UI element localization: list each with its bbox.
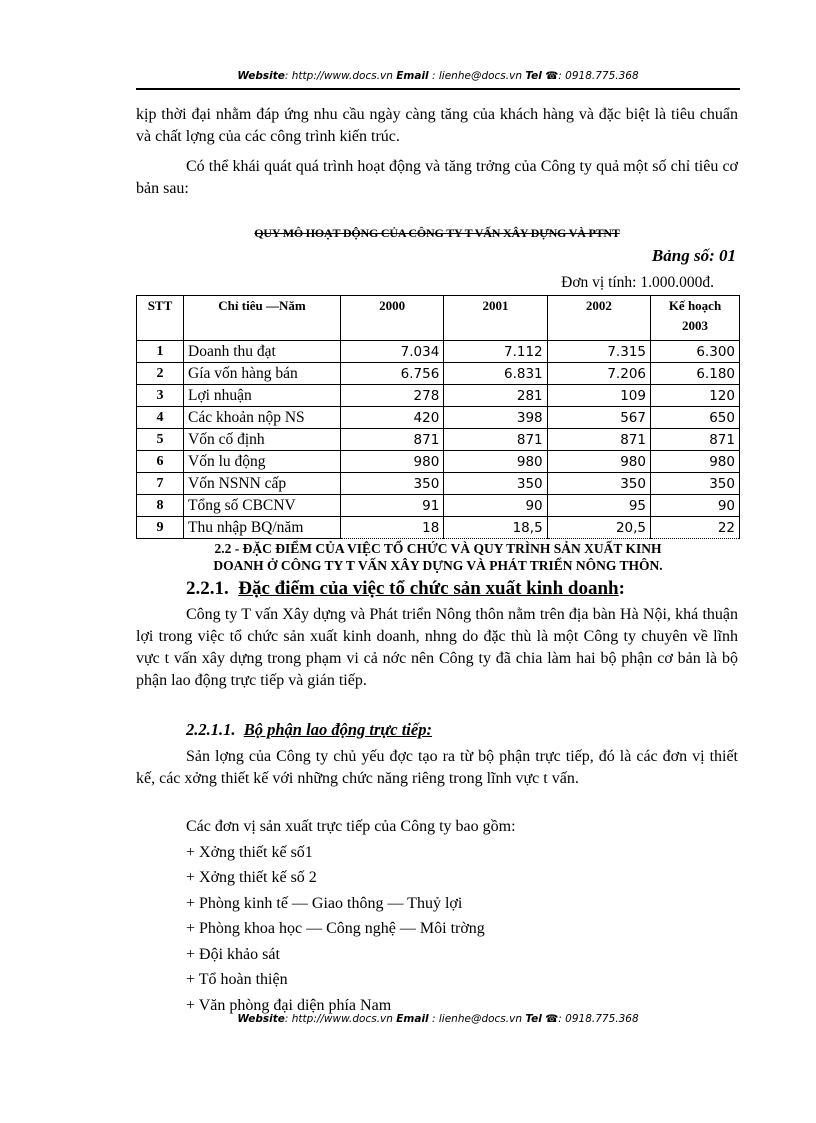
- row-indicator: Lợi nhuận: [184, 385, 341, 407]
- unit-list-intro: Các đơn vị sản xuất trực tiếp của Công ty bao gồm:: [186, 818, 516, 835]
- table-row: [137, 473, 740, 495]
- row-value-2000: 7.034: [341, 341, 444, 363]
- section-2-2-line-2: DOANH Ở CÔNG TY T VẤN XÂY DỰNG VÀ PHÁT TRIỂN NÔNG THÔN.: [213, 558, 663, 573]
- row-value-2003: 6.180: [651, 363, 740, 385]
- row-value-2002: 109: [547, 385, 650, 407]
- section-2-2-1-heading: [186, 578, 625, 600]
- phone-icon: ☎: [545, 70, 559, 82]
- row-stt: 7: [137, 473, 184, 495]
- row-value-2003: 22: [651, 517, 740, 539]
- row-value-2000: 18: [341, 517, 444, 539]
- row-value-2002: 350: [547, 473, 650, 495]
- row-value-2003: 120: [651, 385, 740, 407]
- list-item: + Phòng kinh tế — Giao thông — Thuỷ lợi: [186, 894, 463, 912]
- row-value-2002: 567: [547, 407, 650, 429]
- section-2-2-line-1: 2.2 - ĐẶC ĐIỂM CỦA VIỆC TỔ CHỨC VÀ QUY TRÌNH SẢN XUẤT KINH: [214, 541, 662, 556]
- row-indicator: Thu nhập BQ/năm: [184, 517, 341, 539]
- row-value-2000: 278: [341, 385, 444, 407]
- row-value-2001: 18,5: [444, 517, 547, 539]
- row-value-2002: 20,5: [547, 517, 650, 539]
- header-email-value: : lienhe@docs.vn: [432, 70, 522, 82]
- header-tel-value: : 0918.775.368: [558, 70, 639, 82]
- row-indicator: Gía vốn hàng bán: [184, 363, 341, 385]
- row-stt: 4: [137, 407, 184, 429]
- header-rule: [136, 88, 740, 90]
- row-stt: 9: [137, 517, 184, 539]
- section-2-2-1-1-paragraph: Sản lợng của Công ty chủ yếu đợc tạo ra từ bộ phận trực tiếp, đó là các đơn vị thiết kế, các xởng thiết kế với những chức năng riêng trong lĩnh vực t vấn.: [136, 748, 738, 787]
- header-website-value: : http://www.docs.vn: [284, 70, 393, 82]
- row-stt: 2: [137, 363, 184, 385]
- header-cell-stt: STT: [137, 296, 184, 341]
- row-value-2000: 91: [341, 495, 444, 517]
- row-stt: 5: [137, 429, 184, 451]
- row-value-2002: 7.206: [547, 363, 650, 385]
- table-number: Bảng số: 01: [651, 246, 736, 265]
- row-value-2000: 871: [341, 429, 444, 451]
- row-value-2001: 980: [444, 451, 547, 473]
- table-title: QUY MÔ HOẠT ĐỘNG CỦA CÔNG TY T VẤN XÂY DỰNG VÀ PTNT: [254, 226, 620, 240]
- row-stt: 6: [137, 451, 184, 473]
- footer-tel-value: : 0918.775.368: [558, 1013, 639, 1025]
- row-indicator: Tổng số CBCNV: [184, 495, 341, 517]
- row-value-2000: 350: [341, 473, 444, 495]
- table-row: [137, 429, 740, 451]
- phone-icon: ☎: [545, 1013, 559, 1025]
- section-2-2-1-paragraph: Công ty T vấn Xây dựng và Phát triển Nông thôn nằm trên địa bàn Hà Nội, khá thuận lợi trong việc tổ chức sản xuất kinh doanh, nhng do đặc thù là một Công ty chuyên về lĩnh vực t vấn xây dựng trong phạm vi cả nớc nên Công ty đã chia làm hai bộ phận cơ bản là bộ phận lao động trực tiếp và gián tiếp.: [136, 606, 738, 689]
- section-2-2-1-1-body: [136, 746, 738, 790]
- row-value-2001: 6.831: [444, 363, 547, 385]
- section-2-2-1-1-number: 2.2.1.1.: [186, 720, 236, 739]
- footer-email-label: Email: [396, 1013, 429, 1025]
- list-item: + Đội khảo sát: [186, 945, 280, 963]
- row-value-2003: 90: [651, 495, 740, 517]
- table-row: [137, 363, 740, 385]
- list-item: + Phòng khoa học — Công nghệ — Môi trờng: [186, 920, 485, 937]
- row-value-2001: 90: [444, 495, 547, 517]
- row-value-2002: 871: [547, 429, 650, 451]
- row-stt: 8: [137, 495, 184, 517]
- unit-list: [186, 814, 516, 1018]
- row-indicator: Vốn cố định: [184, 429, 341, 451]
- page-header: [136, 70, 740, 82]
- footer-tel-label: Tel: [525, 1013, 542, 1025]
- row-value-2003: 980: [651, 451, 740, 473]
- list-item: + Xởng thiết kế số1: [186, 843, 313, 861]
- header-cell-2000: 2000: [341, 296, 444, 341]
- header-cell-indicator: Chỉ tiêu —Năm: [184, 296, 341, 341]
- row-value-2002: 980: [547, 451, 650, 473]
- row-indicator: Vốn NSNN cấp: [184, 473, 341, 495]
- intro-block: [136, 104, 738, 200]
- section-2-2-1-1-heading: [186, 720, 432, 740]
- table-row: [137, 495, 740, 517]
- row-value-2001: 398: [444, 407, 547, 429]
- header-cell-2002: 2002: [547, 296, 650, 341]
- section-2-2-1-title: Đặc điểm của việc tổ chức sản xuất kinh doanh: [238, 578, 619, 599]
- list-item: + Tổ hoàn thiện: [186, 971, 288, 988]
- row-indicator: Doanh thu đạt: [184, 341, 341, 363]
- row-value-2002: 95: [547, 495, 650, 517]
- list-item: + Văn phòng đại diện phía Nam: [186, 996, 392, 1014]
- header-cell-plan-2003: Kế hoạch 2003: [651, 296, 740, 341]
- section-2-2-1-body: [136, 604, 738, 692]
- table-row: [137, 407, 740, 429]
- row-stt: 1: [137, 341, 184, 363]
- footer-email-value: : lienhe@docs.vn: [432, 1013, 522, 1025]
- table-row: [137, 385, 740, 407]
- row-value-2002: 7.315: [547, 341, 650, 363]
- row-value-2003: 6.300: [651, 341, 740, 363]
- activity-table: [136, 295, 740, 539]
- header-tel-label: Tel: [525, 70, 542, 82]
- footer-website-label: Website: [237, 1013, 285, 1025]
- section-2-2-heading: [136, 540, 740, 574]
- row-value-2001: 7.112: [444, 341, 547, 363]
- row-value-2001: 350: [444, 473, 547, 495]
- table-unit: Đơn vị tính: 1.000.000đ.: [561, 274, 714, 291]
- row-value-2001: 871: [444, 429, 547, 451]
- page-footer: [136, 1013, 740, 1025]
- row-value-2000: 980: [341, 451, 444, 473]
- intro-paragraph-2: Có thể khái quát quá trình hoạt động và tăng trởng của Công ty quả một số chỉ tiêu cơ bản sau:: [136, 158, 738, 197]
- row-stt: 3: [137, 385, 184, 407]
- intro-paragraph-1: kịp thời đại nhằm đáp ứng nhu cầu ngày càng tăng của khách hàng và đặc biệt là tiêu chuẩn và chất lợng của các công trình kiến trúc.: [136, 106, 738, 145]
- section-2-2-1-colon: :: [618, 578, 625, 599]
- header-email-label: Email: [396, 70, 429, 82]
- row-value-2003: 650: [651, 407, 740, 429]
- table-row: [137, 451, 740, 473]
- row-value-2003: 350: [651, 473, 740, 495]
- section-2-2-1-number: 2.2.1.: [186, 578, 229, 599]
- row-value-2001: 281: [444, 385, 547, 407]
- footer-website-value: : http://www.docs.vn: [284, 1013, 393, 1025]
- row-indicator: Các khoản nộp NS: [184, 407, 341, 429]
- table-header-row: [137, 296, 740, 341]
- table-row: [137, 341, 740, 363]
- section-2-2-1-1-title: Bộ phận lao động trực tiếp:: [243, 720, 432, 739]
- row-value-2000: 420: [341, 407, 444, 429]
- row-value-2000: 6.756: [341, 363, 444, 385]
- list-item: + Xởng thiết kế số 2: [186, 869, 317, 886]
- header-website-label: Website: [237, 70, 285, 82]
- row-value-2003: 871: [651, 429, 740, 451]
- table-row: [137, 517, 740, 539]
- row-indicator: Vốn lu động: [184, 451, 341, 473]
- header-cell-2001: 2001: [444, 296, 547, 341]
